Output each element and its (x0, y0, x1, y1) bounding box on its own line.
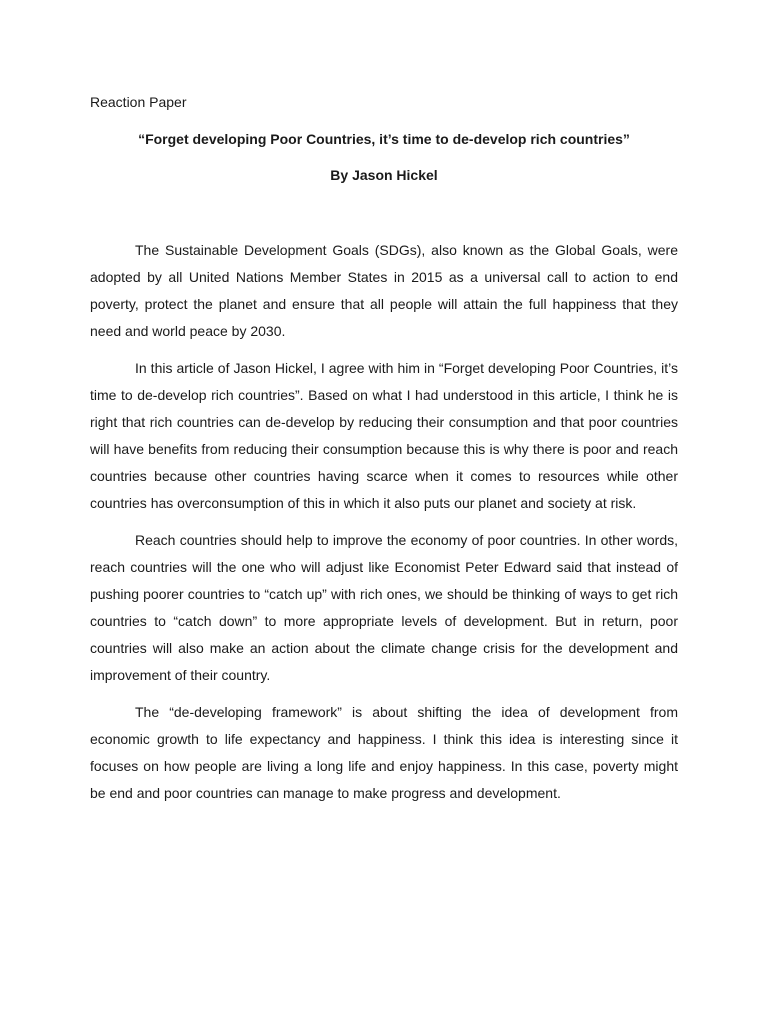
paragraph-agreement: In this article of Jason Hickel, I agree with him in “Forget developing Poor Countries, it’s time to de-develop rich countries”. Based on what I had understood in this article, I think he is right that rich countries can de-develop by reducing their consumption and that poor countries will have benefits from reducing their consumption because this is why there is poor and reach countries because other countries having scarce when it comes to resources while other countries has overconsumption of this in which it also puts our planet and society at risk. (90, 360, 678, 511)
paragraph-framework: The “de-developing framework” is about shifting the idea of development from economic growth to life expectancy and happiness. I think this idea is interesting since it focuses on how people are living a long life and enjoy happiness. In this case, poverty might be end and poor countries can manage to make progress and development. (90, 704, 678, 801)
paragraph-rich-countries: Reach countries should help to improve the economy of poor countries. In other words, reach countries will the one who will adjust like Economist Peter Edward said that instead of pushing poorer countries to “catch up” with rich ones, we should be thinking of ways to get rich countries to “catch down” to more appropriate levels of development. But in return, poor countries will also make an action about the climate change crisis for the development and improvement of their country. (90, 532, 678, 683)
document-body (90, 237, 678, 817)
author-line: By Jason Hickel (330, 167, 438, 183)
document-type-label: Reaction Paper (90, 94, 187, 110)
document-title: “Forget developing Poor Countries, it’s time to de-develop rich countries” (138, 131, 630, 147)
paragraph-intro: The Sustainable Development Goals (SDGs), also known as the Global Goals, were adopted by all United Nations Member States in 2015 as a universal call to action to end poverty, protect the planet and ensure that all people will attain the full happiness that they need and world peace by 2030. (90, 242, 678, 339)
